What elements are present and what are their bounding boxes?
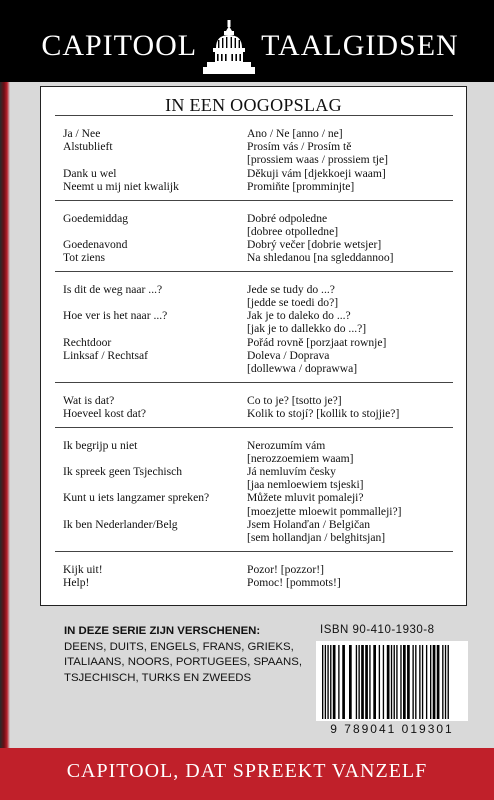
dutch-phrase: Ik ben Nederlander/Belg bbox=[63, 517, 178, 531]
czech-phrase: Jak je to daleko do ...? bbox=[247, 309, 351, 323]
czech-phrase: Prosím vás / Prosím tě bbox=[247, 140, 352, 154]
czech-phrase: Jede se tudy do ...? bbox=[247, 282, 335, 296]
barcode-bar bbox=[391, 645, 392, 719]
barcode-bar bbox=[445, 645, 446, 719]
barcode-bar bbox=[342, 645, 345, 719]
brand-right-word: TAALGIDSEN bbox=[261, 29, 459, 62]
czech-phrase: Co to je? [tsotto je?] bbox=[247, 393, 342, 407]
czech-phrase: Můžete mluvit pomaleji? bbox=[247, 491, 364, 505]
barcode-bar bbox=[407, 645, 410, 719]
barcode-bar bbox=[322, 645, 323, 719]
czech-phrase: [dobree otpolledne] bbox=[247, 224, 339, 238]
dutch-phrase: Is dit de weg naar ...? bbox=[63, 282, 163, 296]
barcode-bar bbox=[361, 645, 364, 719]
czech-phrase: [jedde se toedi do?] bbox=[247, 296, 339, 309]
dutch-phrase: Neemt u mij niet kwalijk bbox=[63, 179, 179, 193]
czech-phrase: Promiňte [promminjte] bbox=[247, 179, 355, 193]
barcode-bar bbox=[373, 645, 376, 719]
barcode bbox=[316, 641, 468, 721]
brand-left-word: CAPITOOL bbox=[41, 29, 198, 62]
czech-phrase: Ano / Ne [anno / ne] bbox=[247, 127, 343, 140]
series-title: IN DEZE SERIE ZIJN VERSCHENEN: bbox=[64, 625, 261, 637]
capitol-dome-icon bbox=[203, 18, 255, 74]
barcode-digits: 9 789041 019301 bbox=[330, 722, 454, 736]
dutch-phrase: Kunt u iets langzamer spreken? bbox=[63, 491, 210, 505]
dutch-phrase: Tot ziens bbox=[63, 251, 106, 265]
barcode-bar bbox=[325, 645, 326, 719]
czech-phrase: Já nemluvím česky bbox=[247, 465, 336, 478]
barcode-bar bbox=[365, 645, 368, 719]
group-divider bbox=[55, 115, 453, 116]
barcode-bar bbox=[426, 645, 427, 719]
dutch-phrase: Hoeveel kost dat? bbox=[63, 406, 147, 420]
barcode-bar bbox=[448, 645, 449, 719]
czech-phrase: Doleva / Doprava bbox=[247, 348, 330, 362]
group-divider bbox=[55, 200, 453, 201]
czech-phrase: Na shledanou [na sgleddannoo] bbox=[247, 251, 394, 265]
isbn-label: ISBN 90-410-1930-8 bbox=[320, 624, 435, 636]
barcode-bar bbox=[419, 645, 420, 719]
barcode-bar bbox=[369, 645, 370, 719]
dutch-phrase: Alstublieft bbox=[63, 140, 113, 154]
barcode-bar bbox=[412, 645, 413, 719]
barcode-bar bbox=[433, 645, 436, 719]
barcode-bar bbox=[403, 645, 406, 719]
czech-phrase: [sem hollandjan / belghitsjan] bbox=[247, 531, 386, 544]
czech-phrase: [prossiem waas / prossiem tje] bbox=[247, 153, 389, 167]
czech-phrase: Pozor! [pozzor!] bbox=[247, 562, 324, 576]
book-spine-edge bbox=[0, 0, 10, 800]
series-line: TSJECHISCH, TURKS EN ZWEEDS bbox=[64, 671, 252, 684]
barcode-bar bbox=[330, 645, 331, 719]
barcode-bar bbox=[358, 645, 359, 719]
dutch-phrase: Rechtdoor bbox=[63, 335, 112, 349]
dutch-phrase: Linksaf / Rechtsaf bbox=[63, 348, 148, 362]
box-title: IN EEN OOGOPSLAG bbox=[165, 95, 342, 115]
barcode-bar bbox=[430, 645, 431, 719]
czech-phrase: Děkuji vám [djekkoeji waam] bbox=[247, 166, 386, 180]
dutch-phrase: Goedemiddag bbox=[63, 211, 129, 225]
barcode-bar bbox=[400, 645, 401, 719]
barcode-bar bbox=[394, 645, 395, 719]
group-divider bbox=[55, 271, 453, 272]
dutch-phrase: Dank u wel bbox=[63, 166, 117, 180]
barcode-bar bbox=[387, 645, 390, 719]
czech-phrase: Pořád rovně [porzjaat rownje] bbox=[247, 335, 387, 349]
series-line: DEENS, DUITS, ENGELS, FRANS, GRIEKS, bbox=[64, 640, 294, 653]
czech-phrase: [jak je to dallekko do ...?] bbox=[247, 322, 367, 336]
dutch-phrase: Hoe ver is het naar ...? bbox=[63, 309, 168, 323]
series-list bbox=[64, 624, 304, 686]
group-divider bbox=[55, 427, 453, 428]
dutch-phrase: Help! bbox=[63, 575, 90, 589]
barcode-bar bbox=[396, 645, 397, 719]
czech-phrase: Nerozumím vám bbox=[247, 438, 326, 452]
dutch-phrase: Goedenavond bbox=[63, 237, 128, 251]
barcode-bar bbox=[437, 645, 440, 719]
barcode-bar bbox=[356, 645, 357, 719]
brand-header bbox=[30, 20, 470, 72]
barcode-bar bbox=[442, 645, 443, 719]
phrase-box bbox=[40, 86, 467, 606]
czech-phrase: Jsem Holanďan / Belgičan bbox=[247, 517, 371, 531]
dutch-phrase: Kijk uit! bbox=[63, 562, 103, 576]
czech-phrase: [jaa nemloewiem tsjeski] bbox=[247, 478, 364, 492]
dutch-phrase: Ik begrijp u niet bbox=[63, 438, 138, 452]
barcode-bar bbox=[338, 645, 339, 719]
czech-phrase: [dollewwa / doprawwa] bbox=[247, 362, 358, 375]
barcode-bar bbox=[415, 645, 416, 719]
barcode-bar bbox=[383, 645, 384, 719]
dutch-phrase: Wat is dat? bbox=[63, 393, 115, 407]
footer-slogan: CAPITOOL, DAT SPREEKT VANZELF bbox=[66, 760, 428, 782]
dutch-phrase: Ja / Nee bbox=[63, 127, 101, 140]
czech-phrase: Kolik to stojí? [kollik to stojjie?] bbox=[247, 406, 400, 420]
czech-phrase: Pomoc! [pommots!] bbox=[247, 575, 341, 589]
barcode-bar bbox=[333, 645, 336, 719]
series-line: ITALIAANS, NOORS, PORTUGEES, SPAANS, bbox=[64, 656, 302, 669]
czech-phrase: [moezjette mloewit pommalleji?] bbox=[247, 504, 402, 518]
czech-phrase: Dobré odpoledne bbox=[247, 211, 328, 225]
barcode-bar bbox=[327, 645, 328, 719]
barcode-bar bbox=[379, 645, 380, 719]
barcode-bar bbox=[422, 645, 423, 719]
czech-phrase: Dobrý večer [dobrie wetsjer] bbox=[247, 237, 382, 251]
czech-phrase: [nerozzoemiem waam] bbox=[247, 451, 354, 465]
group-divider bbox=[55, 382, 453, 383]
barcode-bar bbox=[349, 645, 352, 719]
dutch-phrase: Ik spreek geen Tsjechisch bbox=[63, 465, 183, 478]
group-divider bbox=[55, 551, 453, 552]
